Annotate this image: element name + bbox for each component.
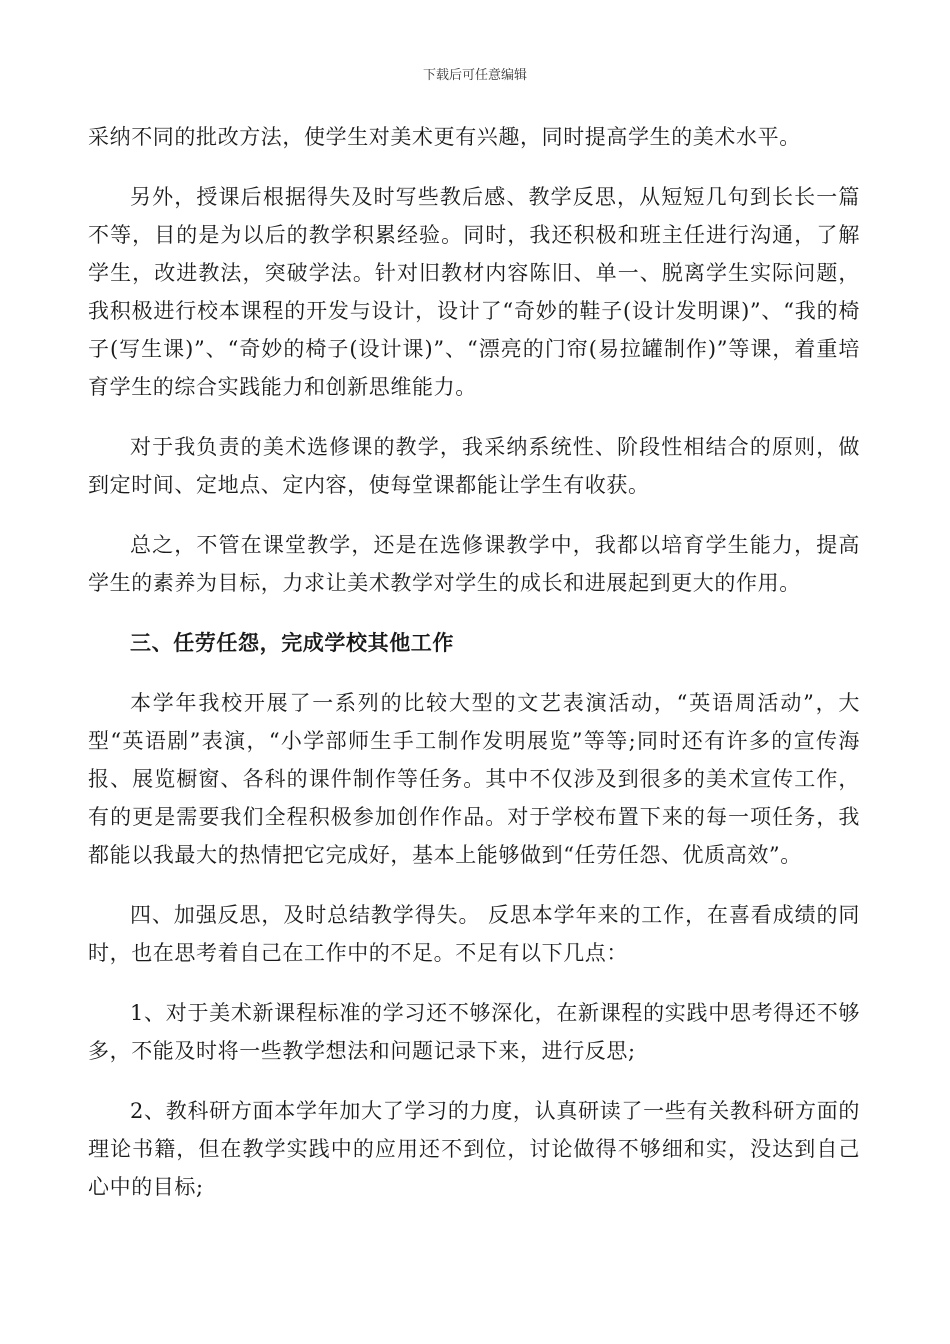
list-item-1: 1、对于美术新课程标准的学习还不够深化，在新课程的实践中思考得还不够多，不能及时将一些教学想法和问题记录下来，进行反思; (88, 1001, 860, 1063)
paragraph-reflection: 另外，授课后根据得失及时写些教后感、教学反思，从短短几句到长长一篇不等，目的是为以后的教学积累经验。同时，我还积极和班主任进行沟通，了解学生，改进教法，突破学法。针对旧教材内容陈旧、单一、脱离学生实际问题，我积极进行校本课程的开发与设计，设计了“奇妙的鞋子(设计发明课)”、“我的椅子(写生课)”、“奇妙的椅子(设计课)”、“漂亮的门帘(易拉罐制作)”等课，着重培育学生的综合实践能力和创新思维能力。 (88, 185, 860, 399)
document-body (88, 118, 860, 1228)
paragraph-continuation: 采纳不同的批改方法，使学生对美术更有兴趣，同时提高学生的美术水平。 (88, 125, 801, 149)
paragraph-section-4: 四、加强反思，及时总结教学得失。 反思本学年来的工作，在喜看成绩的同时，也在思考着自己在工作中的不足。不足有以下几点： (88, 903, 860, 965)
paragraph-school-activities: 本学年我校开展了一系列的比较大型的文艺表演活动，“英语周活动”，大型“英语剧”表演，“小学部师生手工制作发明展览”等等;同时还有许多的宣传海报、展览橱窗、各科的课件制作等任务。其中不仅涉及到很多的美术宣传工作，有的更是需要我们全程积极参加创作作品。对于学校布置下来的每一项任务，我都能以我最大的热情把它完成好，基本上能够做到“任劳任怨、优质高效”。 (88, 691, 860, 867)
list-item-2: 2、教科研方面本学年加大了学习的力度，认真研读了一些有关教科研方面的理论书籍，但在教学实践中的应用还不到位，讨论做得不够细和实，没达到自己心中的目标; (88, 1099, 860, 1199)
section-heading-3: 三、任劳任怨，完成学校其他工作 (130, 630, 454, 655)
paragraph-elective-course: 对于我负责的美术选修课的教学，我采纳系统性、阶段性相结合的原则，做到定时间、定地点、定内容，使每堂课都能让学生有收获。 (88, 435, 860, 497)
paragraph-summary: 总之，不管在课堂教学，还是在选修课教学中，我都以培育学生能力，提高学生的素养为目标，力求让美术教学对学生的成长和进展起到更大的作用。 (88, 533, 860, 595)
page-header: 下载后可任意编辑 (422, 68, 527, 83)
